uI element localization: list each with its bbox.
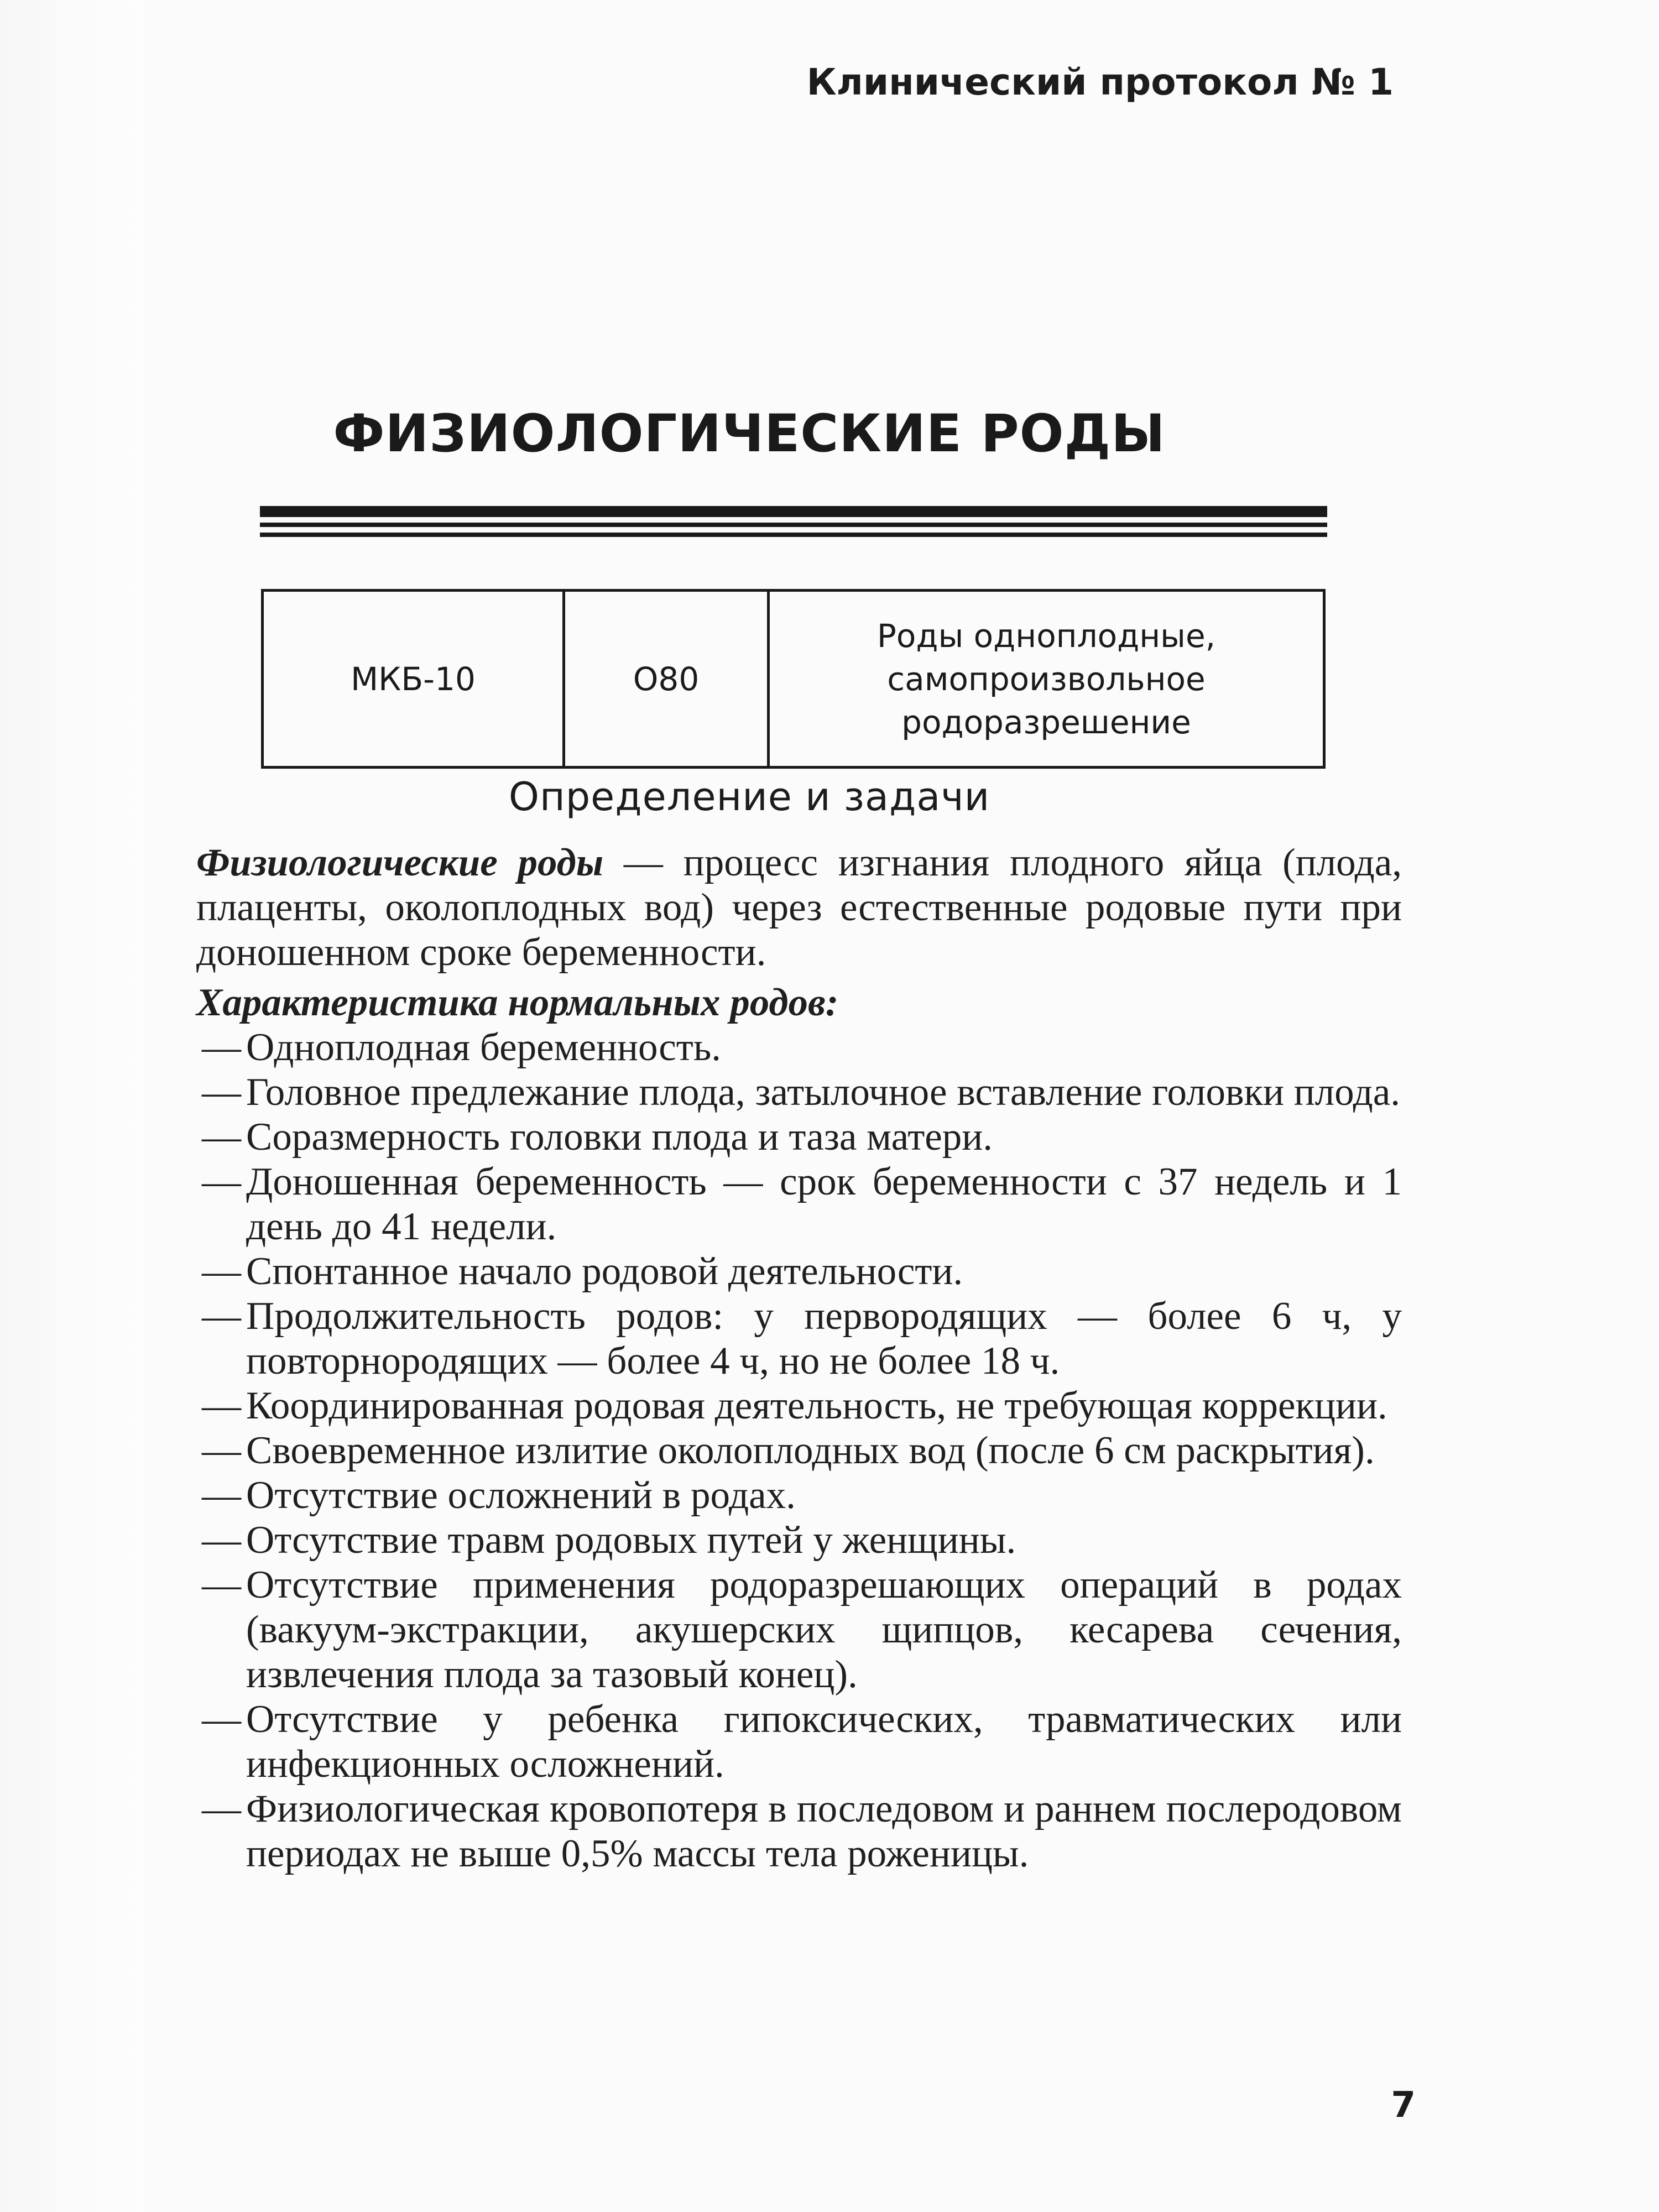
list-item — [196, 1473, 1402, 1518]
list-item-text: Продолжительность родов: у первородящих — более 6 ч, у повторнородящих — более 4 ч, но не более 18 ч. — [246, 1295, 1402, 1383]
list-item — [196, 1384, 1402, 1428]
list-item — [196, 1697, 1402, 1787]
list-item-text: Отсутствие травм родовых путей у женщины. — [246, 1519, 1016, 1562]
list-item — [196, 1249, 1402, 1294]
dash-marker: — — [202, 1026, 241, 1069]
list-item — [196, 1294, 1402, 1384]
list-item-text: Отсутствие осложнений в родах. — [246, 1474, 796, 1517]
page-title: ФИЗИОЛОГИЧЕСКИЕ РОДЫ — [333, 404, 1166, 464]
list-item-text: Одноплодная беременность. — [246, 1026, 721, 1069]
dash-marker: — — [202, 1115, 241, 1159]
list-item — [196, 1160, 1402, 1249]
title-rule-thin-1 — [260, 523, 1327, 527]
icd-description-line: родоразрешение — [901, 703, 1191, 741]
list-item-text: Соразмерность головки плода и таза матери. — [246, 1115, 993, 1159]
running-header: Клинический протокол № 1 — [806, 61, 1394, 103]
dash-marker: — — [202, 1474, 241, 1517]
list-item — [196, 1115, 1402, 1160]
list-item — [196, 1428, 1402, 1473]
dash-marker: — — [202, 1698, 241, 1741]
list-item-text: Отсутствие применения родоразрешающих операций в родах (вакуум-экстракции, акушерских щипцов, кесарева сечения, извлечения плода за тазовый конец). — [246, 1563, 1402, 1696]
characteristics-heading: Характеристика нормальных родов: — [196, 981, 839, 1024]
list-item — [196, 1563, 1402, 1697]
title-rule-thick — [260, 506, 1327, 517]
icd-row — [263, 591, 1324, 768]
dash-marker: — — [202, 1250, 241, 1293]
body-text — [196, 841, 1402, 1876]
icd-classification-cell: МКБ-10 — [263, 591, 564, 768]
dash-marker: — — [202, 1160, 241, 1203]
dash-marker: — — [202, 1519, 241, 1562]
list-item — [196, 1070, 1402, 1115]
icd-code-cell: O80 — [564, 591, 769, 768]
icd-description-line: самопроизвольное — [887, 660, 1206, 698]
dash-marker: — — [202, 1429, 241, 1472]
definition-term: Физиологические роды — [196, 841, 604, 884]
dash-marker: — — [202, 1787, 241, 1830]
list-item — [196, 1518, 1402, 1563]
title-rule-thin-2 — [260, 533, 1327, 537]
icd-code-table — [261, 589, 1326, 769]
list-item-text: Своевременное излитие околоплодных вод (после 6 см раскрытия). — [246, 1429, 1375, 1472]
dash-marker: — — [202, 1384, 241, 1427]
dash-marker: — — [202, 1563, 241, 1606]
characteristics-list — [196, 1025, 1402, 1876]
list-item-text: Отсутствие у ребенка гипоксических, травматических или инфекционных осложнений. — [246, 1698, 1402, 1786]
dash-marker: — — [202, 1295, 241, 1338]
list-item-text: Доношенная беременность — срок беременности с 37 недель и 1 день до 41 недели. — [246, 1160, 1402, 1248]
page-number: 7 — [1391, 2085, 1416, 2126]
definition-text: — процесс изгнания плодного яйца (плода, плаценты, околоплодных вод) через естественные родовые пути при доношенном сроке беременности. — [196, 841, 1402, 974]
page-gutter-shade — [0, 0, 144, 2212]
list-item — [196, 1025, 1402, 1070]
list-item-text: Координированная родовая деятельность, не требующая коррекции. — [246, 1384, 1387, 1427]
dash-marker: — — [202, 1071, 241, 1114]
icd-description-cell — [769, 591, 1324, 768]
list-item — [196, 1787, 1402, 1876]
icd-description-line: Роды одноплодные, — [877, 617, 1216, 655]
list-item-text: Спонтанное начало родовой деятельности. — [246, 1250, 963, 1293]
list-item-text: Головное предлежание плода, затылочное вставление головки плода. — [246, 1071, 1401, 1114]
list-item-text: Физиологическая кровопотеря в последовом и раннем послеродовом периодах не выше 0,5% массы тела роженицы. — [246, 1787, 1402, 1875]
definition-paragraph — [196, 841, 1402, 975]
section-title: Определение и задачи — [508, 774, 990, 820]
